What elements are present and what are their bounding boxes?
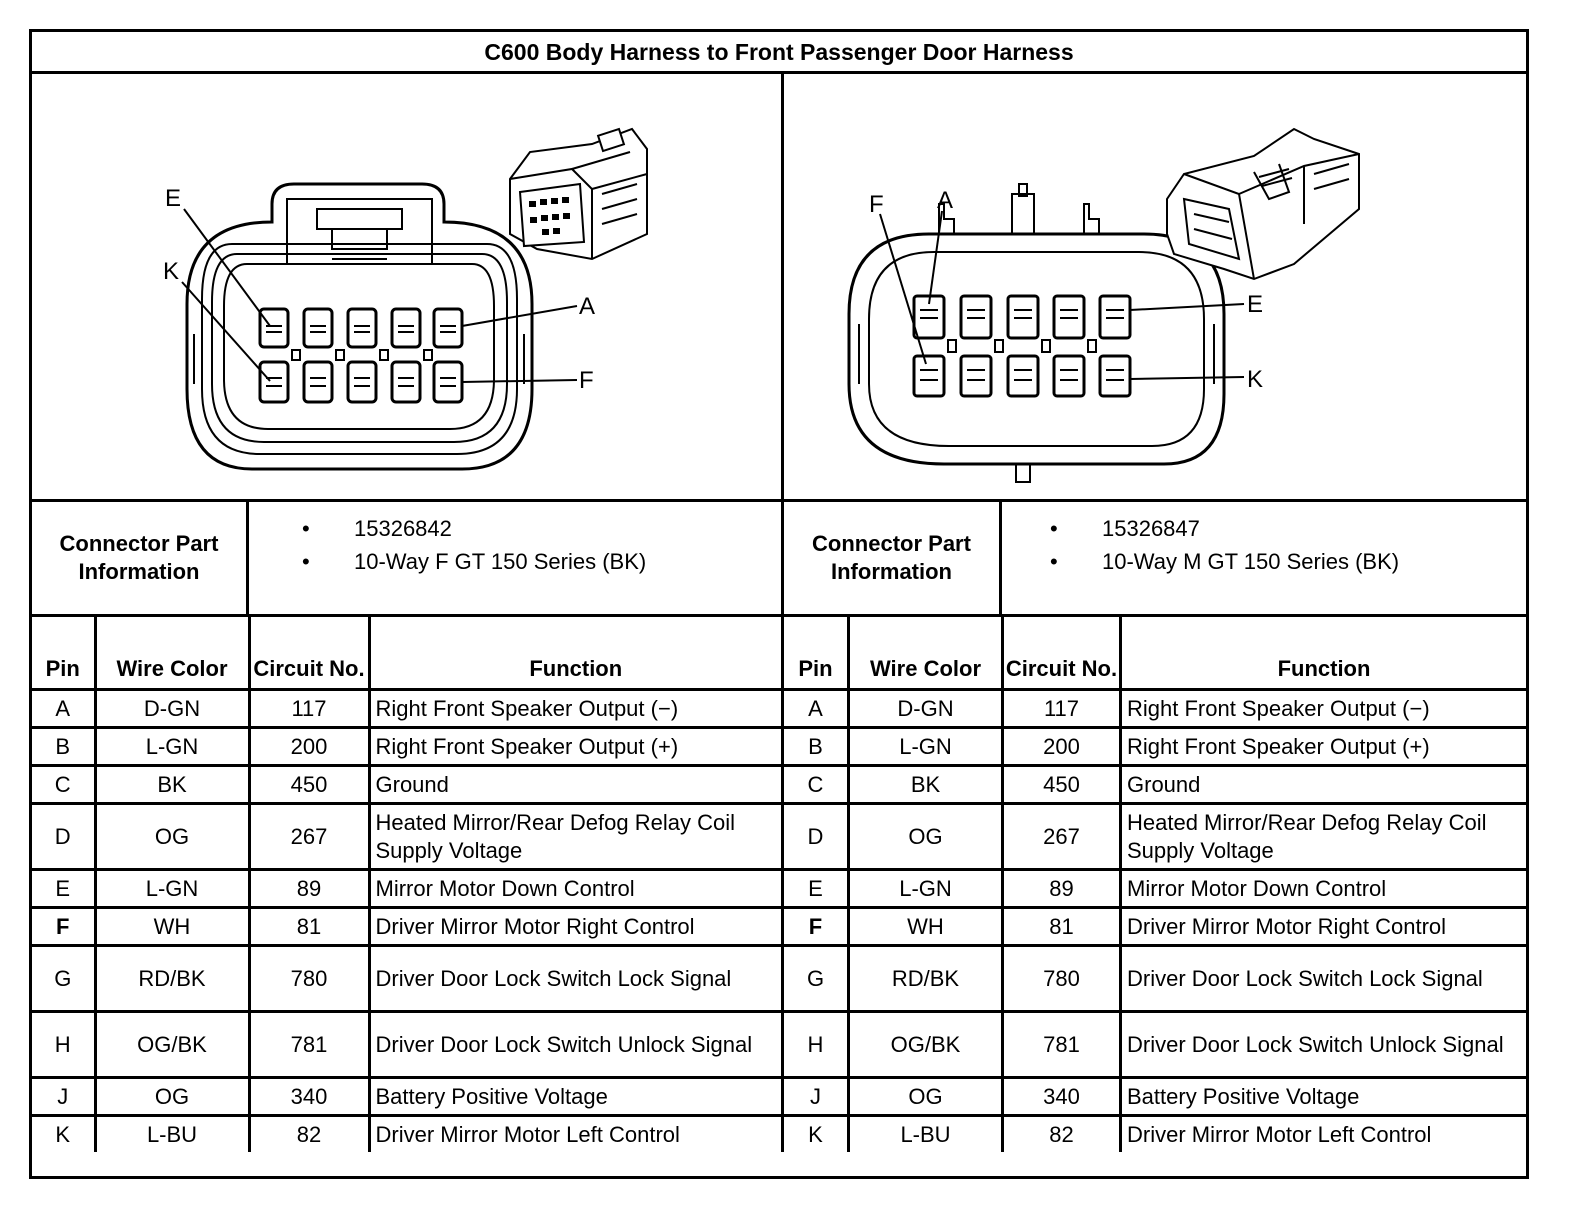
table-header-row [783, 617, 1527, 690]
pin-cell: F [32, 908, 95, 946]
function-cell: Driver Mirror Motor Right Control [1121, 908, 1527, 946]
wire-color-cell: RD/BK [849, 946, 1003, 1012]
part-info-list [1050, 512, 1399, 578]
leader-e-male [1130, 304, 1244, 310]
pin-cell: E [783, 870, 849, 908]
function-cell: Driver Mirror Motor Right Control [369, 908, 783, 946]
table-row [783, 1116, 1527, 1153]
female-connector-diagram [32, 74, 784, 499]
male-connector-diagram [784, 74, 1526, 499]
circuit-cell: 82 [1003, 1116, 1121, 1153]
wire-color-cell: OG/BK [849, 1012, 1003, 1078]
pinout-table-female [32, 617, 784, 1152]
cavity-f [434, 362, 462, 402]
function-cell: Right Front Speaker Output (−) [369, 690, 783, 728]
table-row [783, 908, 1527, 946]
connector-part-info-male [784, 499, 1526, 617]
cavity-j [304, 362, 332, 402]
pin-cell: K [32, 1116, 95, 1153]
pin-header: Pin [32, 617, 95, 690]
function-cell: Right Front Speaker Output (+) [1121, 728, 1527, 766]
connector-part-info-label: Connector Part Information [32, 502, 249, 614]
wire-color-cell: RD/BK [95, 946, 249, 1012]
part-number-item [1050, 512, 1399, 545]
function-cell: Heated Mirror/Rear Defog Relay Coil Supply Voltage [369, 804, 783, 870]
pin-header: Pin [783, 617, 849, 690]
circuit-cell: 340 [1003, 1078, 1121, 1116]
function-header: Function [369, 617, 783, 690]
pin-cell: C [783, 766, 849, 804]
bullet-icon: • [1050, 549, 1058, 574]
pin-cell: J [783, 1078, 849, 1116]
circuit-cell: 89 [1003, 870, 1121, 908]
function-cell: Battery Positive Voltage [1121, 1078, 1527, 1116]
label-e: E [165, 185, 182, 212]
wire-color-cell: OG [849, 1078, 1003, 1116]
terminal-f [914, 356, 944, 396]
part-number: 15326847 [1102, 516, 1200, 541]
label-k: K [163, 258, 180, 285]
cavity-a [434, 309, 462, 347]
table-row [783, 1012, 1527, 1078]
circuit-cell: 117 [249, 690, 369, 728]
pin-cell: B [32, 728, 95, 766]
table-row [783, 690, 1527, 728]
wire-color-cell: L-GN [95, 728, 249, 766]
leader-f [462, 380, 577, 382]
table-row [783, 1078, 1527, 1116]
pin-cell: E [32, 870, 95, 908]
pin-cell: A [783, 690, 849, 728]
wire-color-cell: L-GN [849, 870, 1003, 908]
table-row [783, 766, 1527, 804]
cavity-g [392, 362, 420, 402]
circuit-header: Circuit No. [249, 617, 369, 690]
leader-e [184, 209, 270, 326]
wire-color-header: Wire Color [849, 617, 1003, 690]
cavity-h [348, 362, 376, 402]
part-description: 10-Way M GT 150 Series (BK) [1102, 549, 1400, 574]
function-cell: Battery Positive Voltage [369, 1078, 783, 1116]
cavity-d [304, 309, 332, 347]
label-f: F [579, 367, 594, 394]
pinout-sheet [29, 29, 1529, 1179]
wire-color-cell: WH [849, 908, 1003, 946]
leader-a [462, 306, 577, 326]
label-k-male: K [1247, 366, 1264, 393]
wire-color-cell: L-BU [849, 1116, 1003, 1153]
function-cell: Ground [1121, 766, 1527, 804]
table-header-row [32, 617, 783, 690]
part-number-item [302, 512, 646, 545]
wire-color-cell: OG [95, 804, 249, 870]
table-row [32, 946, 783, 1012]
terminal-g [961, 356, 991, 396]
label-f-male: F [869, 191, 884, 218]
pin-cell: H [783, 1012, 849, 1078]
circuit-cell: 340 [249, 1078, 369, 1116]
wire-color-cell: L-BU [95, 1116, 249, 1153]
circuit-cell: 780 [249, 946, 369, 1012]
pin-cell: C [32, 766, 95, 804]
circuit-cell: 267 [249, 804, 369, 870]
wire-color-cell: OG [95, 1078, 249, 1116]
circuit-cell: 200 [1003, 728, 1121, 766]
pin-cell: D [783, 804, 849, 870]
wire-color-cell: D-GN [95, 690, 249, 728]
table-row [783, 870, 1527, 908]
connector-part-info-female [32, 499, 784, 617]
pin-cell: F [783, 908, 849, 946]
terminal-h [1008, 356, 1038, 396]
function-cell: Driver Door Lock Switch Unlock Signal [1121, 1012, 1527, 1078]
bullet-icon: • [302, 516, 310, 541]
terminal-k [1100, 356, 1130, 396]
function-cell: Heated Mirror/Rear Defog Relay Coil Supply Voltage [1121, 804, 1527, 870]
cavity-e [260, 309, 288, 347]
table-row [32, 804, 783, 870]
wire-color-cell: OG [849, 804, 1003, 870]
wire-color-cell: WH [95, 908, 249, 946]
function-cell: Mirror Motor Down Control [1121, 870, 1527, 908]
circuit-cell: 450 [1003, 766, 1121, 804]
cavity-b [392, 309, 420, 347]
leader-k [182, 282, 270, 381]
circuit-cell: 267 [1003, 804, 1121, 870]
table-row [32, 766, 783, 804]
circuit-cell: 81 [249, 908, 369, 946]
sheet-title: C600 Body Harness to Front Passenger Door Harness [32, 32, 1526, 74]
wire-color-cell: L-GN [849, 728, 1003, 766]
label-a: A [579, 293, 596, 320]
circuit-cell: 781 [1003, 1012, 1121, 1078]
function-header: Function [1121, 617, 1527, 690]
circuit-cell: 117 [1003, 690, 1121, 728]
cavity-k [260, 362, 288, 402]
table-row [783, 804, 1527, 870]
wire-color-header: Wire Color [95, 617, 249, 690]
table-row [32, 908, 783, 946]
circuit-cell: 82 [249, 1116, 369, 1153]
function-cell: Right Front Speaker Output (−) [1121, 690, 1527, 728]
circuit-cell: 81 [1003, 908, 1121, 946]
leader-k-male [1130, 377, 1244, 379]
part-description: 10-Way F GT 150 Series (BK) [354, 549, 647, 574]
circuit-cell: 781 [249, 1012, 369, 1078]
circuit-header: Circuit No. [1003, 617, 1121, 690]
pin-cell: G [783, 946, 849, 1012]
wire-color-cell: L-GN [95, 870, 249, 908]
circuit-cell: 450 [249, 766, 369, 804]
connector-part-info-label: Connector Part Information [784, 502, 1002, 614]
table-row [32, 870, 783, 908]
pinout-table-male [781, 617, 1526, 1152]
table-row [32, 690, 783, 728]
pin-cell: D [32, 804, 95, 870]
part-description-item [302, 545, 646, 578]
bullet-icon: • [302, 549, 310, 574]
table-row [32, 1078, 783, 1116]
circuit-cell: 200 [249, 728, 369, 766]
circuit-cell: 89 [249, 870, 369, 908]
table-row [32, 1116, 783, 1153]
wire-color-cell: D-GN [849, 690, 1003, 728]
pin-cell: G [32, 946, 95, 1012]
pin-cell: J [32, 1078, 95, 1116]
function-cell: Right Front Speaker Output (+) [369, 728, 783, 766]
function-cell: Driver Door Lock Switch Lock Signal [369, 946, 783, 1012]
part-info-list [302, 512, 646, 578]
male-connector-3d-icon [1167, 129, 1359, 279]
table-row [32, 728, 783, 766]
circuit-cell: 780 [1003, 946, 1121, 1012]
function-cell: Driver Mirror Motor Left Control [1121, 1116, 1527, 1153]
label-a-male: A [937, 187, 954, 214]
female-connector-3d-icon [510, 129, 647, 259]
table-row [783, 728, 1527, 766]
part-number: 15326842 [354, 516, 452, 541]
table-row [783, 946, 1527, 1012]
wire-color-cell: OG/BK [95, 1012, 249, 1078]
pin-cell: H [32, 1012, 95, 1078]
function-cell: Driver Mirror Motor Left Control [369, 1116, 783, 1153]
function-cell: Ground [369, 766, 783, 804]
bullet-icon: • [1050, 516, 1058, 541]
wire-color-cell: BK [849, 766, 1003, 804]
female-connector-drawing [32, 74, 781, 499]
function-cell: Driver Door Lock Switch Lock Signal [1121, 946, 1527, 1012]
pin-cell: A [32, 690, 95, 728]
function-cell: Driver Door Lock Switch Unlock Signal [369, 1012, 783, 1078]
pin-cell: B [783, 728, 849, 766]
male-housing-outline [849, 234, 1224, 464]
part-description-item [1050, 545, 1399, 578]
function-cell: Mirror Motor Down Control [369, 870, 783, 908]
cavity-c [348, 309, 376, 347]
male-connector-drawing [784, 74, 1526, 499]
pin-cell: K [783, 1116, 849, 1153]
terminal-j [1054, 356, 1084, 396]
wire-color-cell: BK [95, 766, 249, 804]
table-row [32, 1012, 783, 1078]
label-e-male: E [1247, 291, 1264, 318]
leader-a-male [929, 211, 942, 304]
